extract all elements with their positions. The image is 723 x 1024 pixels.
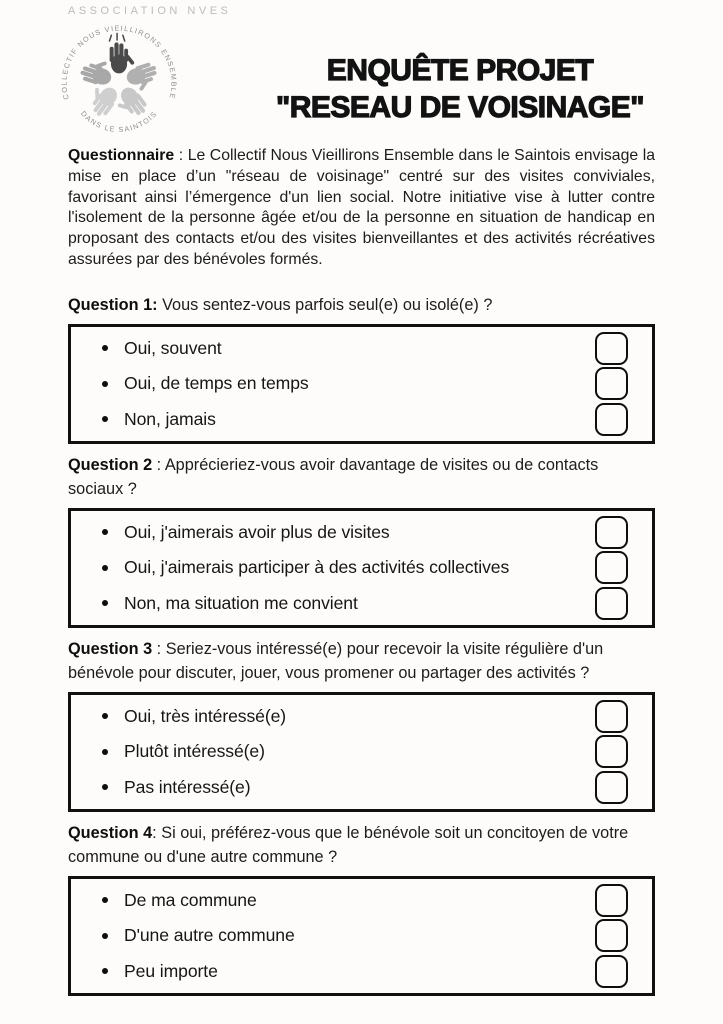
option-label: Oui, j'aimerais avoir plus de visites bbox=[124, 521, 390, 542]
checkbox[interactable] bbox=[595, 735, 628, 768]
option-row bbox=[91, 551, 628, 584]
checkbox[interactable] bbox=[595, 587, 628, 620]
hands-circle-icon bbox=[78, 33, 161, 123]
option-label: Oui, très intéressé(e) bbox=[124, 705, 287, 726]
checkbox[interactable] bbox=[595, 332, 628, 365]
bullet-icon bbox=[102, 565, 108, 571]
option-row bbox=[91, 587, 628, 620]
logo-arc-bottom-text: DANS LE SAINTOIS bbox=[79, 109, 159, 135]
option-label: Oui, j'aimerais participer à des activités collectives bbox=[124, 557, 510, 578]
intro-label: Questionnaire bbox=[68, 147, 175, 164]
option-label: Plutôt intéressé(e) bbox=[124, 741, 265, 762]
option-label: Non, ma situation me convient bbox=[124, 592, 358, 613]
checkbox[interactable] bbox=[595, 771, 628, 804]
bullet-icon bbox=[102, 345, 108, 351]
checkbox[interactable] bbox=[595, 367, 628, 400]
option-label: Pas intéressé(e) bbox=[124, 776, 251, 797]
question-text: Seriez-vous intéressé(e) pour recevoir la visite régulière d'un bénévole pour discuter, jouer, vous promener ou partager des activités ? bbox=[68, 639, 604, 682]
options-box bbox=[68, 876, 655, 996]
bullet-icon bbox=[102, 416, 108, 422]
intro-separator: : bbox=[174, 147, 188, 164]
question-label bbox=[68, 637, 655, 685]
question-text: Apprécieriez-vous avoir davantage de visites ou de contacts sociaux ? bbox=[68, 455, 599, 498]
page-title bbox=[258, 52, 662, 126]
option-label: Non, jamais bbox=[124, 408, 216, 429]
questions bbox=[68, 293, 655, 996]
option-row bbox=[91, 955, 628, 988]
page-title-line2: "RESEAU DE VOISINAGE" bbox=[275, 91, 644, 124]
question-block bbox=[68, 293, 655, 444]
intro-paragraph bbox=[68, 146, 655, 271]
question-block bbox=[68, 453, 655, 628]
page-title-line1: ENQUÊTE PROJET bbox=[326, 54, 594, 87]
question-text: Si oui, préférez-vous que le bénévole soit un concitoyen de votre commune ou d'une autre commune ? bbox=[68, 823, 629, 866]
option-row bbox=[91, 367, 628, 400]
question-block bbox=[68, 821, 655, 996]
option-row bbox=[91, 884, 628, 917]
option-label: Oui, souvent bbox=[124, 337, 222, 358]
option-row bbox=[91, 735, 628, 768]
form-content bbox=[68, 146, 655, 996]
question-separator: : bbox=[152, 639, 166, 658]
bullet-icon bbox=[102, 968, 108, 974]
question-label bbox=[68, 821, 655, 869]
option-label: Oui, de temps en temps bbox=[124, 373, 309, 394]
question-number: Question 4 bbox=[68, 823, 153, 842]
association-logo bbox=[52, 20, 186, 144]
checkbox[interactable] bbox=[595, 700, 628, 733]
option-label: De ma commune bbox=[124, 889, 257, 910]
bullet-icon bbox=[102, 713, 108, 719]
bullet-icon bbox=[102, 784, 108, 790]
option-row bbox=[91, 919, 628, 952]
question-number: Question 3 bbox=[68, 639, 153, 658]
checkbox[interactable] bbox=[595, 884, 628, 917]
logo-arc-top-text: COLLECTIF NOUS VIEILLIRONS ENSEMBLE bbox=[59, 23, 179, 101]
question-number: Question 1: bbox=[68, 295, 158, 314]
motion-lines-icon bbox=[109, 33, 124, 41]
bullet-icon bbox=[102, 381, 108, 387]
question-label bbox=[68, 453, 655, 501]
question-number: Question 2 bbox=[68, 455, 153, 474]
checkbox[interactable] bbox=[595, 516, 628, 549]
question-block bbox=[68, 637, 655, 812]
options-box bbox=[68, 692, 655, 812]
option-row bbox=[91, 771, 628, 804]
checkbox[interactable] bbox=[595, 403, 628, 436]
bullet-icon bbox=[102, 529, 108, 535]
checkbox[interactable] bbox=[595, 955, 628, 988]
bullet-icon bbox=[102, 933, 108, 939]
option-label: D'une autre commune bbox=[124, 925, 295, 946]
option-row bbox=[91, 403, 628, 436]
option-row bbox=[91, 700, 628, 733]
option-label: Peu importe bbox=[124, 960, 218, 981]
options-box bbox=[68, 508, 655, 628]
question-separator: : bbox=[152, 823, 162, 842]
bullet-icon bbox=[102, 749, 108, 755]
option-row bbox=[91, 332, 628, 365]
association-name: ASSOCIATION NVES bbox=[68, 5, 232, 17]
question-separator: : bbox=[152, 455, 165, 474]
bullet-icon bbox=[102, 897, 108, 903]
bullet-icon bbox=[102, 600, 108, 606]
checkbox[interactable] bbox=[595, 551, 628, 584]
intro-text: Le Collectif Nous Vieillirons Ensemble dans le Saintois envisage la mise en place d’un "réseau de voisinage" centré sur des visites conviviales, favorisant ainsi l’émergence d'un lien social. Notre initiative vise à lutter contre l'isolement de la personne âgée et/ou de la personne en situation de handicap en proposant des contacts et/ou des visites bienveillantes et des activités récréatives assurées par des bénévoles formés. bbox=[68, 147, 655, 268]
question-text: Vous sentez-vous parfois seul(e) ou isolé(e) ? bbox=[162, 295, 493, 314]
option-row bbox=[91, 516, 628, 549]
options-box bbox=[68, 324, 655, 444]
checkbox[interactable] bbox=[595, 919, 628, 952]
svg-text:DANS LE SAINTOIS bbox=[79, 109, 159, 134]
question-label bbox=[68, 293, 655, 317]
